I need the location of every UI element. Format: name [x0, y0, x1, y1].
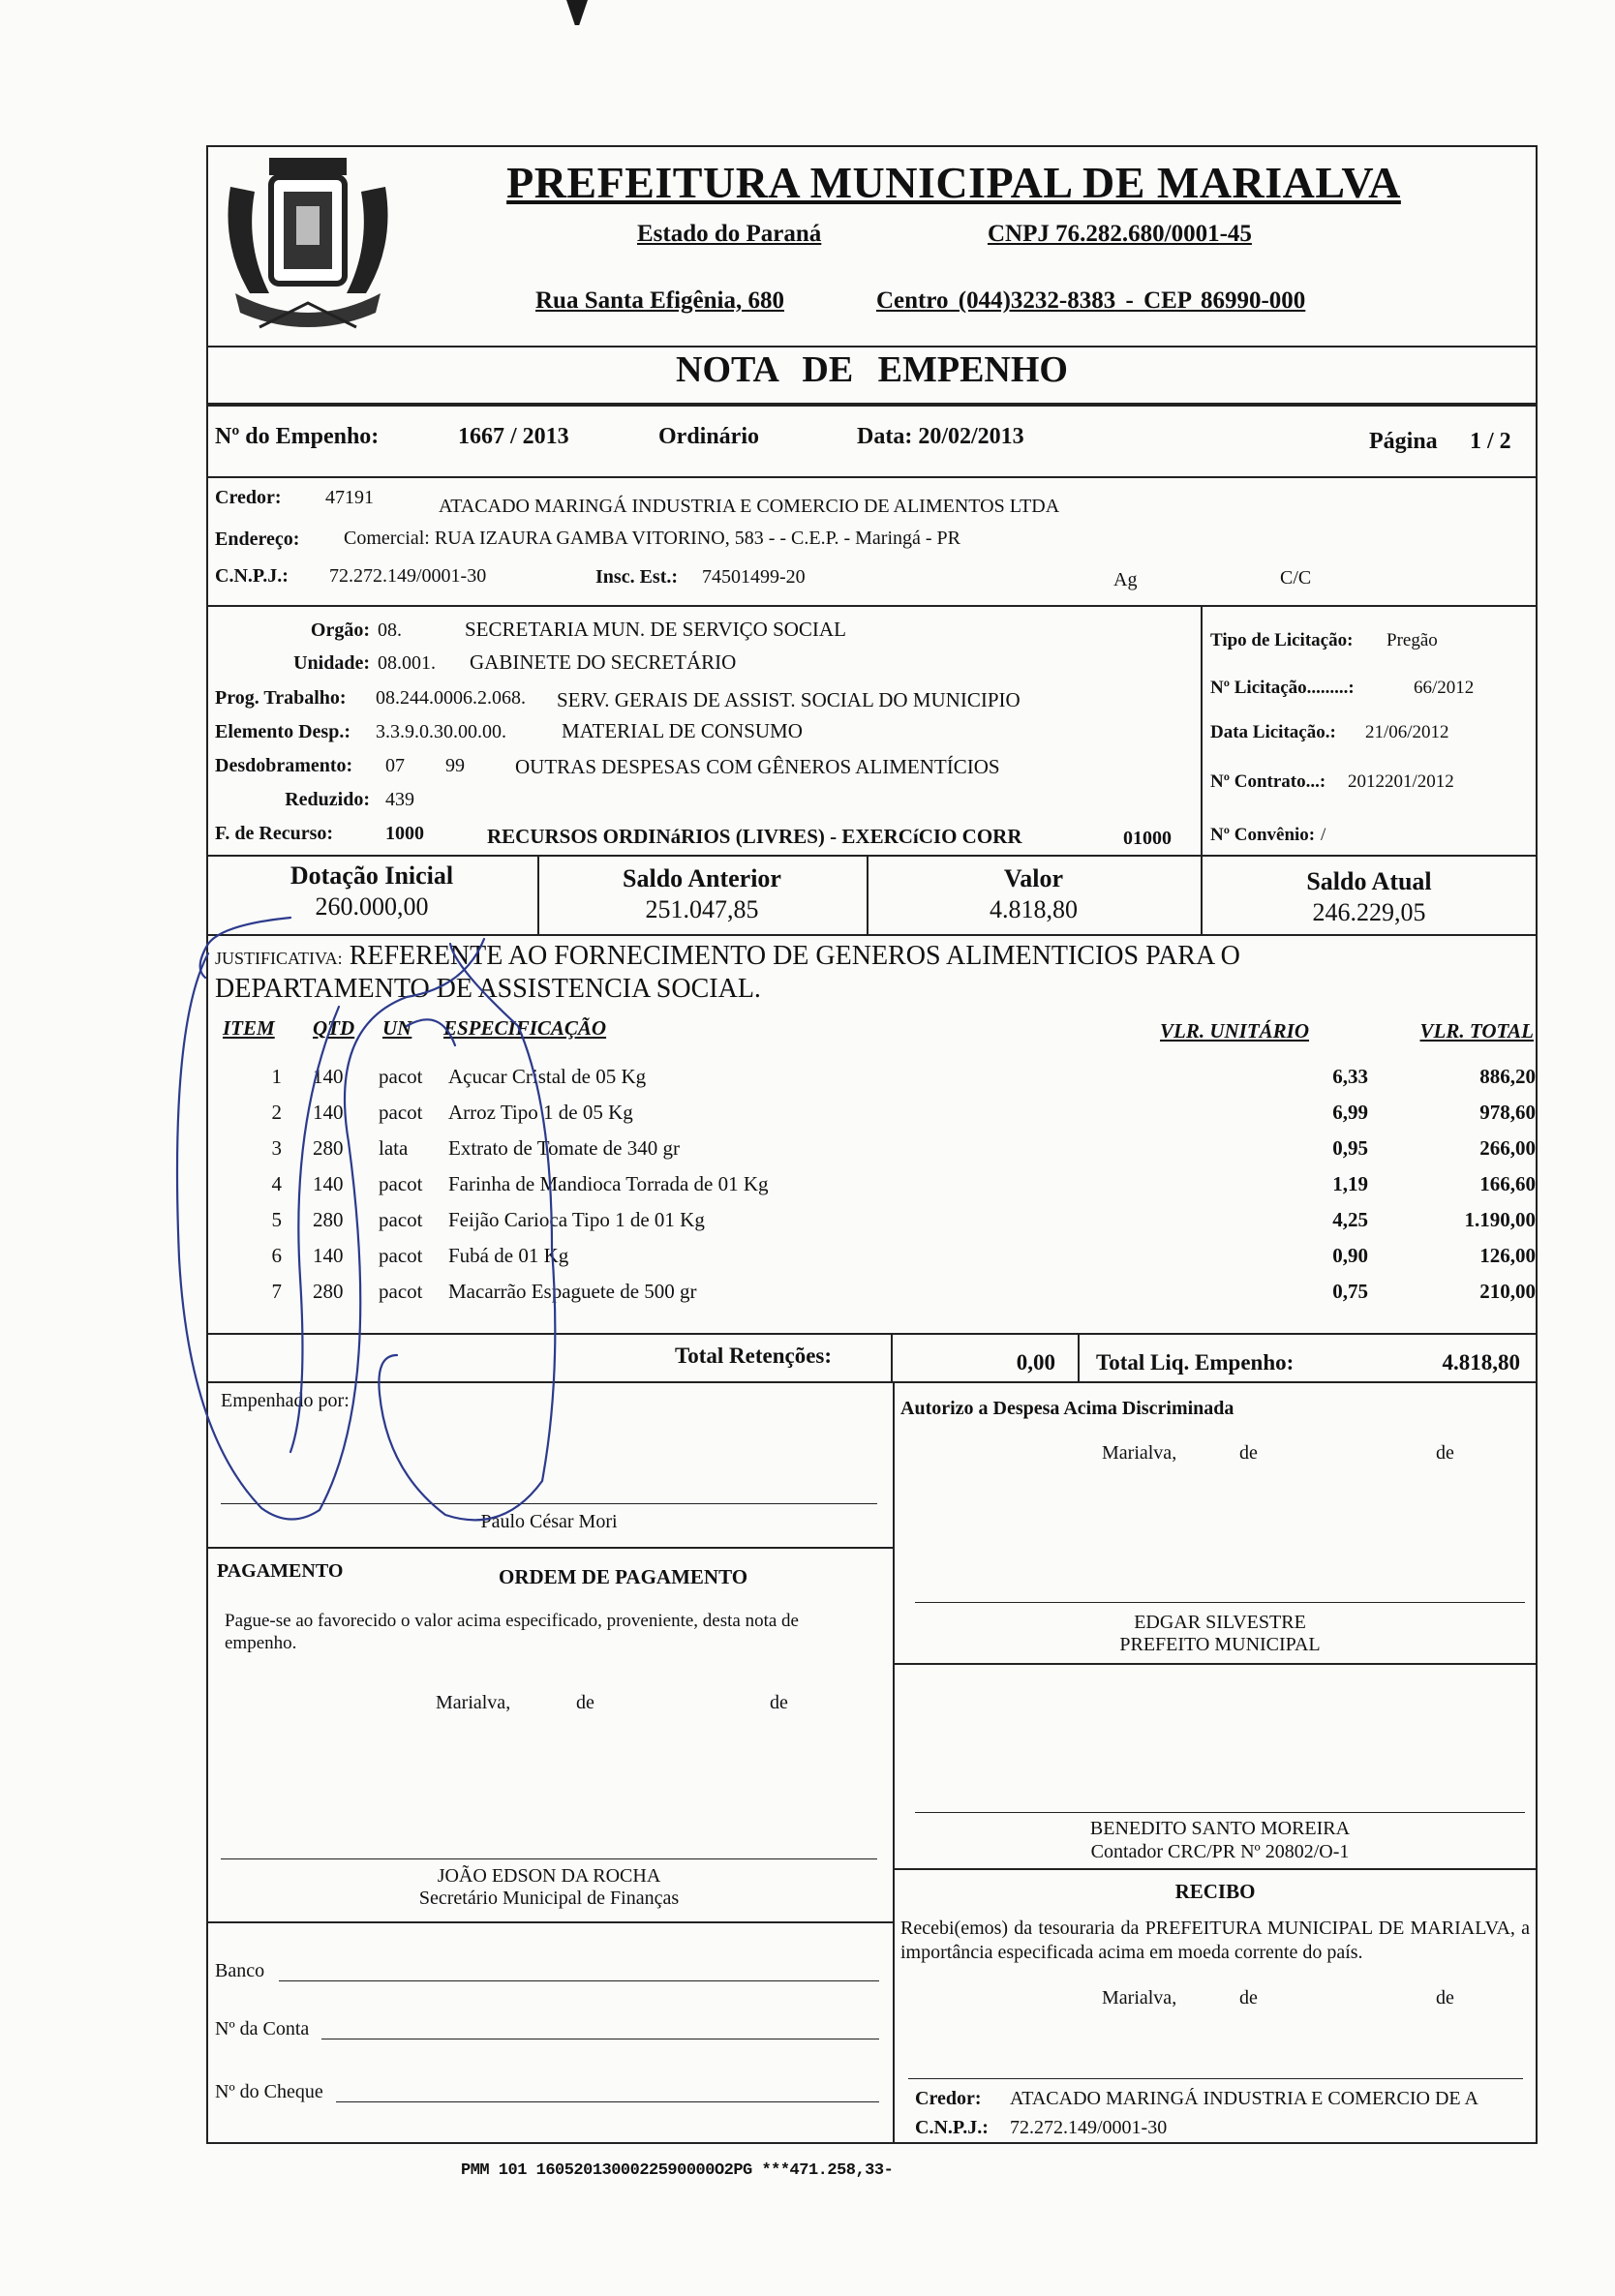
municipality-cnpj: CNPJ 76.282.680/0001-45 — [988, 221, 1252, 247]
item-number: 2 — [271, 1101, 282, 1124]
valor-label: Valor — [1003, 864, 1064, 892]
item-unit: pacot — [379, 1244, 423, 1267]
num-licitacao-value: 66/2012 — [1414, 678, 1475, 698]
item-description: Fubá de 01 Kg — [448, 1244, 569, 1267]
item-unit-price: 4,25 — [1332, 1208, 1368, 1231]
unidade-code: 08.001. — [378, 652, 436, 674]
recurso-name: RECURSOS ORDINáRIOS (LIVRES) - EXERCíCIO CORR — [487, 825, 1022, 848]
item-unit-price: 6,99 — [1332, 1101, 1368, 1124]
num-licitacao-label: Nº Licitação.........: — [1210, 678, 1355, 698]
page-label: Página — [1369, 429, 1438, 454]
item-number: 3 — [271, 1136, 282, 1160]
desdobramento-name: OUTRAS DESPESAS COM GÊNEROS ALIMENTÍCIOS — [515, 755, 1000, 778]
recibo-credor-name: ATACADO MARINGÁ INDUSTRIA E COMERCIO DE A — [1010, 2088, 1478, 2109]
item-qtd: 280 — [313, 1208, 344, 1231]
date-de: de — [576, 1692, 594, 1713]
elemento-label: Elemento Desp.: — [215, 721, 350, 742]
recibo-cnpj-value: 72.272.149/0001-30 — [1010, 2117, 1168, 2138]
tipo-licitacao-label: Tipo de Licitação: — [1210, 630, 1354, 650]
credor-code: 47191 — [325, 487, 374, 508]
date-de: de — [1239, 1442, 1258, 1464]
recibo-credor-label: Credor: — [915, 2088, 982, 2109]
data-licitacao-label: Data Licitação.: — [1210, 722, 1336, 742]
prog-name: SERV. GERAIS DE ASSIST. SOCIAL DO MUNICIPIO — [557, 688, 1021, 711]
item-description: Farinha de Mandioca Torrada de 01 Kg — [448, 1172, 769, 1195]
item-number: 6 — [271, 1244, 282, 1267]
municipality-street: Rua Santa Efigênia, 680 — [535, 287, 784, 314]
elemento-code: 3.3.9.0.30.00.00. — [376, 721, 506, 742]
item-description: Açucar Cristal de 05 Kg — [448, 1065, 647, 1088]
item-description: Extrato de Tomate de 340 gr — [448, 1136, 680, 1160]
item-description: Feijão Carioca Tipo 1 de 01 Kg — [448, 1208, 705, 1231]
item-qtd: 280 — [313, 1280, 344, 1303]
item-total: 1.190,00 — [1464, 1208, 1536, 1231]
recibo-title: RECIBO — [1174, 1880, 1256, 1903]
item-unit: pacot — [379, 1101, 423, 1124]
unidade-name: GABINETE DO SECRETÁRIO — [470, 650, 737, 674]
item-unit: pacot — [379, 1172, 423, 1195]
orgao-name: SECRETARIA MUN. DE SERVIÇO SOCIAL — [465, 618, 846, 641]
item-description: Macarrão Espaguete de 500 gr — [448, 1280, 697, 1303]
address-label: Endereço: — [215, 529, 300, 550]
item-total: 886,20 — [1479, 1065, 1536, 1088]
valor-value: 4.818,80 — [990, 895, 1078, 923]
desdobramento-b: 99 — [445, 755, 465, 776]
ag-label: Ag — [1113, 569, 1138, 590]
total-liquido-label: Total Liq. Empenho: — [1096, 1350, 1295, 1375]
saldo-atual-value: 246.229,05 — [1312, 898, 1426, 926]
item-unit-price: 0,95 — [1332, 1136, 1368, 1160]
ordem-pagamento-label: ORDEM DE PAGAMENTO — [499, 1565, 748, 1588]
saldo-anterior-value: 251.047,85 — [645, 895, 759, 923]
item-total: 166,60 — [1479, 1172, 1536, 1195]
unidade-label: Unidade: — [293, 652, 370, 674]
item-number: 4 — [271, 1172, 282, 1195]
items-header-unit-price: VLR. UNITÁRIO — [1160, 1019, 1310, 1042]
saldo-atual-label: Saldo Atual — [1306, 867, 1432, 895]
item-qtd: 280 — [313, 1136, 344, 1160]
empenho-number: 1667 / 2013 — [458, 424, 569, 449]
autorizo-text: Autorizo a Despesa Acima Discriminada — [900, 1398, 1234, 1419]
item-qtd: 140 — [313, 1244, 344, 1267]
convenio-value: / — [1321, 825, 1326, 845]
pagamento-label: PAGAMENTO — [217, 1560, 344, 1582]
convenio-label: Nº Convênio: — [1210, 825, 1316, 845]
total-liquido-value: 4.818,80 — [1442, 1350, 1520, 1375]
prog-code: 08.244.0006.2.068. — [376, 687, 526, 709]
secretario-name: JOÃO EDSON DA ROCHA — [437, 1865, 661, 1887]
date-de: de — [1436, 1987, 1454, 2009]
items-header-qtd: QTD — [313, 1016, 355, 1040]
item-unit-price: 0,75 — [1332, 1280, 1368, 1303]
conta-label: Nº da Conta — [215, 2018, 310, 2039]
page-number: 1 / 2 — [1470, 429, 1511, 454]
contador-role: Contador CRC/PR Nº 20802/O-1 — [1090, 1841, 1350, 1862]
empenhado-por-name: Paulo César Mori — [480, 1511, 618, 1532]
credor-name: ATACADO MARINGÁ INDUSTRIA E COMERCIO DE ALIMENTOS LTDA — [439, 496, 1060, 517]
reduzido-value: 439 — [385, 789, 414, 810]
dotacao-label: Dotação Inicial — [289, 861, 454, 890]
contador-name: BENEDITO SANTO MOREIRA — [1089, 1818, 1351, 1839]
footer-code: PMM 101 1605201300022590000O2PG ***471.258,33- — [461, 2161, 894, 2180]
cheque-label: Nº do Cheque — [215, 2081, 323, 2102]
contrato-value: 2012201/2012 — [1348, 771, 1454, 792]
item-unit-price: 6,33 — [1332, 1065, 1368, 1088]
empenhado-por-label: Empenhado por: — [221, 1390, 350, 1411]
items-header-especificacao: ESPECIFICAÇÃO — [443, 1016, 607, 1040]
tipo-licitacao-value: Pregão — [1386, 630, 1438, 650]
municipality-title: PREFEITURA MUNICIPAL DE MARIALVA — [506, 158, 1401, 207]
insc-label: Insc. Est.: — [595, 566, 679, 588]
credor-cnpj: 72.272.149/0001-30 — [329, 565, 487, 587]
desdobramento-label: Desdobramento: — [215, 755, 353, 776]
empenho-type: Ordinário — [658, 424, 760, 449]
marialva-date: Marialva, — [1102, 1987, 1177, 2009]
reduzido-label: Reduzido: — [285, 789, 370, 810]
date-de: de — [770, 1692, 788, 1713]
items-header-total: VLR. TOTAL — [1419, 1019, 1534, 1042]
prog-label: Prog. Trabalho: — [215, 687, 347, 709]
recurso-label: F. de Recurso: — [215, 823, 334, 844]
item-unit: pacot — [379, 1065, 423, 1088]
justificativa-label: JUSTIFICATIVA: — [215, 949, 343, 968]
item-unit-price: 0,90 — [1332, 1244, 1368, 1267]
items-header-item: ITEM — [223, 1016, 275, 1040]
recibo-cnpj-label: C.N.P.J.: — [915, 2117, 989, 2138]
credor-cnpj-label: C.N.P.J.: — [215, 565, 289, 587]
justificativa-line2: DEPARTAMENTO DE ASSISTENCIA SOCIAL. — [215, 974, 761, 1004]
item-number: 5 — [271, 1208, 282, 1231]
elemento-name: MATERIAL DE CONSUMO — [562, 719, 803, 742]
contrato-label: Nº Contrato...: — [1210, 771, 1326, 792]
banco-label: Banco — [215, 1960, 265, 1981]
recurso-number: 01000 — [1123, 828, 1172, 849]
item-total: 266,00 — [1479, 1136, 1536, 1160]
dotacao-value: 260.000,00 — [315, 892, 429, 921]
recibo-text: Recebi(emos) da tesouraria da PREFEITURA MUNICIPAL DE MARIALVA, a importância especificada acima em moeda corrente do país. — [900, 1918, 1530, 1963]
total-retencoes-label: Total Retenções: — [675, 1344, 833, 1368]
state-name: Estado do Paraná — [637, 221, 822, 247]
item-description: Arroz Tipo 1 de 05 Kg — [448, 1101, 633, 1124]
document-title: NOTA DE EMPENHO — [676, 349, 1068, 390]
secretario-role: Secretário Municipal de Finanças — [418, 1888, 680, 1909]
cc-label: C/C — [1280, 567, 1312, 589]
item-qtd: 140 — [313, 1065, 344, 1088]
item-qtd: 140 — [313, 1101, 344, 1124]
items-header-un: UN — [382, 1016, 412, 1040]
item-unit-price: 1,19 — [1332, 1172, 1368, 1195]
prefeito-role: PREFEITO MUNICIPAL — [1119, 1634, 1321, 1655]
item-number: 7 — [271, 1280, 282, 1303]
item-number: 1 — [271, 1065, 282, 1088]
item-total: 978,60 — [1479, 1101, 1536, 1124]
pague-se-text: Pague-se ao favorecido o valor acima especificado, proveniente, desta nota de empenho. — [225, 1611, 799, 1653]
total-retencoes-value: 0,00 — [1016, 1350, 1055, 1375]
justificativa-line1: REFERENTE AO FORNECIMENTO DE GENEROS ALIMENTICIOS PARA O — [349, 941, 1240, 971]
credor-address: Comercial: RUA IZAURA GAMBA VITORINO, 583 - - C.E.P. - Maringá - PR — [344, 528, 961, 549]
desdobramento-a: 07 — [385, 755, 405, 776]
municipality-address: Centro (044)3232-8383 - CEP 86990-000 — [876, 287, 1306, 314]
marialva-date: Marialva, — [1102, 1442, 1177, 1464]
item-unit: lata — [379, 1136, 409, 1160]
item-total: 210,00 — [1479, 1280, 1536, 1303]
marialva-date: Marialva, — [436, 1692, 511, 1713]
date-de: de — [1436, 1442, 1454, 1464]
orgao-code: 08. — [378, 619, 402, 641]
item-total: 126,00 — [1479, 1244, 1536, 1267]
empenho-date: Data: 20/02/2013 — [857, 424, 1024, 449]
credor-label: Credor: — [215, 487, 282, 508]
item-unit: pacot — [379, 1208, 423, 1231]
item-qtd: 140 — [313, 1172, 344, 1195]
saldo-anterior-label: Saldo Anterior — [623, 864, 781, 892]
recurso-code: 1000 — [385, 823, 424, 844]
item-unit: pacot — [379, 1280, 423, 1303]
prefeito-name: EDGAR SILVESTRE — [1134, 1612, 1306, 1633]
data-licitacao-value: 21/06/2012 — [1365, 722, 1449, 742]
orgao-label: Orgão: — [310, 619, 370, 641]
insc-value: 74501499-20 — [702, 566, 806, 588]
empenho-number-label: Nº do Empenho: — [215, 424, 380, 449]
date-de: de — [1239, 1987, 1258, 2009]
